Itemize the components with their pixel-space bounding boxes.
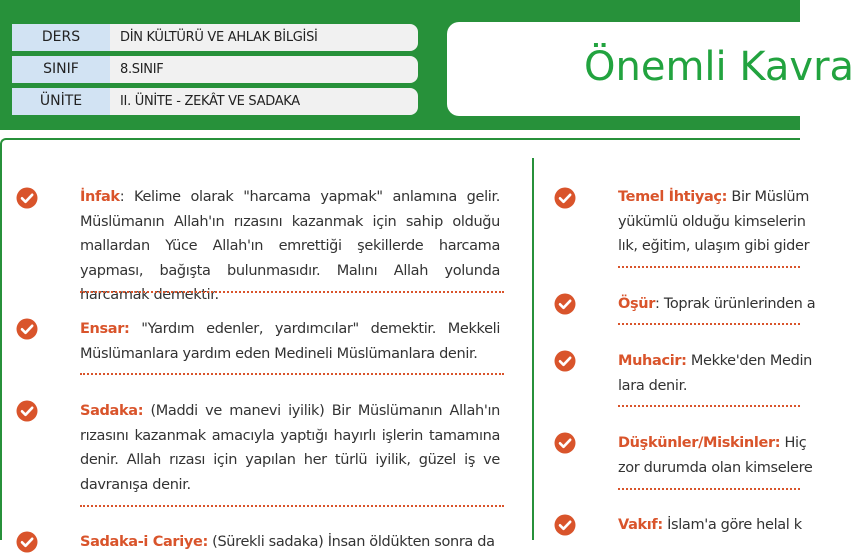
info-row-ders <box>12 24 418 51</box>
term-label: Temel İhtiyaç: <box>618 189 728 205</box>
info-key: DERS <box>12 24 110 51</box>
header-band <box>0 0 854 130</box>
term-entry-temel-ihtiyac <box>618 185 810 259</box>
dotted-separator <box>618 323 800 325</box>
term-label: Vakıf: <box>618 517 663 533</box>
check-circle-icon <box>554 187 576 209</box>
term-entry-infak <box>80 185 500 308</box>
term-label: Ensar: <box>80 321 130 337</box>
info-value: 8.SINIF <box>120 62 164 77</box>
info-value: DİN KÜLTÜRÜ VE AHLAK BİLGİSİ <box>120 30 318 45</box>
term-label: Muhacir: <box>618 353 687 369</box>
term-entry-osur <box>618 292 816 317</box>
check-circle-icon <box>16 318 38 340</box>
term-definition: lık, eğitim, ulaşım gibi gider <box>618 238 810 255</box>
check-circle-icon <box>16 187 38 209</box>
term-label: Öşür <box>618 296 656 312</box>
title-box <box>447 22 854 116</box>
info-row-sinif <box>12 56 418 83</box>
term-definition: Mekke'den Medin <box>686 353 812 369</box>
term-label: İnfak <box>80 189 120 205</box>
check-circle-icon <box>16 400 38 422</box>
check-circle-icon <box>554 293 576 315</box>
term-definition: : Toprak ürünlerinden a <box>655 296 816 312</box>
info-value: II. ÜNİTE - ZEKÂT VE SADAKA <box>120 94 300 109</box>
term-entry-sadaka-i-cariye <box>80 530 500 550</box>
term-definition: zor durumda olan kimselere <box>618 459 813 476</box>
term-entry-sadaka <box>80 399 500 497</box>
term-entry-vakif <box>618 513 800 540</box>
term-definition: İslam'a göre helal k <box>662 517 802 533</box>
check-circle-icon <box>16 531 38 553</box>
term-entry-duskunler-miskinler <box>618 431 813 480</box>
term-definition: Hiç <box>780 435 807 451</box>
dotted-separator <box>80 373 504 375</box>
check-circle-icon <box>554 514 576 536</box>
info-key: ÜNİTE <box>12 88 110 115</box>
term-entry-muhacir <box>618 349 812 398</box>
term-label: Sadaka-i Cariye: <box>80 534 208 550</box>
term-definition: "Yardım edenler, yardımcılar" demektir. Mekkeli Müslümanlara yardım eden Medineli Müslümanlara denir. <box>80 321 500 362</box>
term-definition: (Maddi ve manevi iyilik) Bir Müslümanın Allah'ın rızasını kazanmak amacıyla yaptığı hayırlı işlerin tamamına denir. Allah rızası için yapılan her türlü iyilik, güzel iş ve davranışa denir. <box>80 403 500 493</box>
dotted-separator <box>618 266 800 268</box>
term-entry-ensar <box>80 317 500 366</box>
info-row-unite <box>12 88 418 115</box>
page-title: Önemli Kavra <box>584 44 854 90</box>
dotted-separator <box>618 488 800 490</box>
term-definition: lara denir. <box>618 377 688 394</box>
dotted-separator <box>618 405 800 407</box>
dotted-separator <box>80 291 504 293</box>
check-circle-icon <box>554 432 576 454</box>
term-definition: : Kelime olarak "harcama yapmak" anlamına gelir. Müslümanın Allah'ın rızasını kazanmak için sahip olduğu mallardan Yüce Allah'ın emrettiği şekillerde harcama yapması, bağışta bulunmasıdır. Malını Allah yolunda harcamak demektir. <box>80 189 500 304</box>
term-definition: yükümlü olduğu kimselerin <box>618 213 806 230</box>
term-definition: (Sürekli sadaka) İnsan öldükten sonra da <box>207 534 495 550</box>
info-key: SINIF <box>12 56 110 83</box>
check-circle-icon <box>554 350 576 372</box>
term-label: Düşkünler/Miskinler: <box>618 435 781 451</box>
term-definition: Bir Müslüm <box>727 189 810 205</box>
column-divider <box>532 158 534 540</box>
dotted-separator <box>80 505 504 507</box>
term-label: Sadaka: <box>80 403 144 419</box>
